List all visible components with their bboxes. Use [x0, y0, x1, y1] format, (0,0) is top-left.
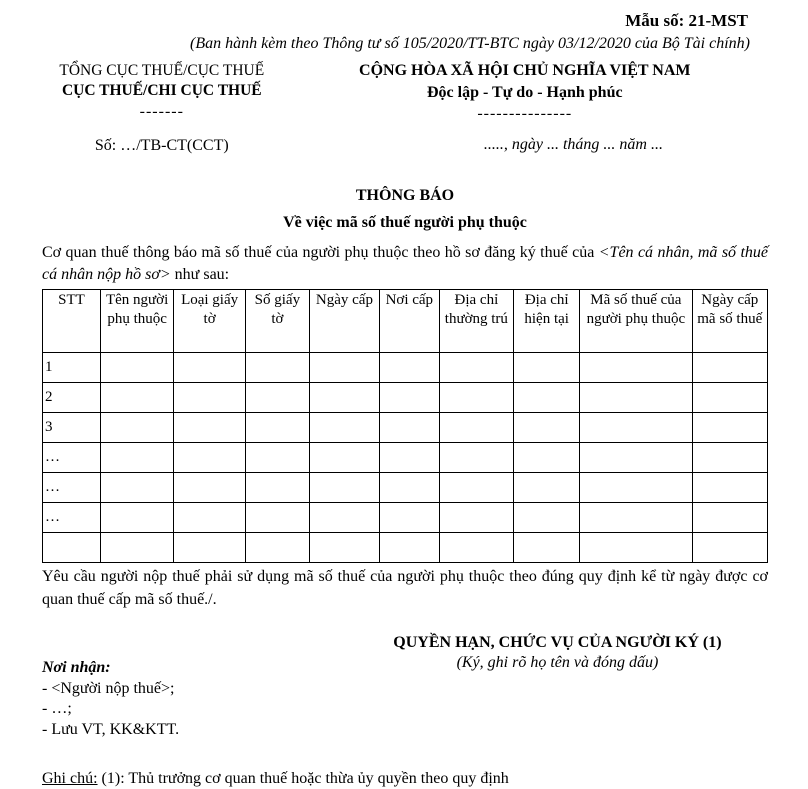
table-cell [309, 533, 379, 563]
table-cell: … [43, 473, 101, 503]
table-cell [380, 413, 439, 443]
table-cell [309, 383, 379, 413]
table-cell [514, 473, 580, 503]
notification-title: THÔNG BÁO [355, 186, 455, 204]
table-cell [580, 503, 692, 533]
column-header-permanent-address: Địa chỉ thường trú [439, 290, 514, 353]
table-cell [245, 413, 309, 443]
table-cell [309, 353, 379, 383]
table-cell [309, 413, 379, 443]
table-cell [174, 413, 246, 443]
footnote-text: (1): Thủ trưởng cơ quan thuế hoặc thừa ủy quyền theo quy định [97, 770, 509, 788]
recipients-label: Nơi nhận: [42, 659, 111, 677]
table-cell [580, 473, 692, 503]
signing-instruction: (Ký, ghi rõ họ tên và đóng dấu) [456, 654, 659, 672]
table-cell [439, 413, 514, 443]
country-name: CỘNG HÒA XÃ HỘI CHỦ NGHĨA VIỆT NAM [359, 61, 691, 79]
table-cell [514, 503, 580, 533]
table-cell [439, 443, 514, 473]
recipient-item: - <Người nộp thuế>; [42, 679, 175, 697]
right-divider: --------------- [477, 104, 573, 122]
table-cell [380, 443, 439, 473]
national-header-block [282, 61, 768, 155]
footnote [42, 770, 768, 788]
table-cell [514, 353, 580, 383]
table-cell: … [43, 503, 101, 533]
table-cell [245, 503, 309, 533]
table-row [43, 533, 768, 563]
form-number: Mẫu số: 21-MST [625, 11, 748, 30]
signer-title: QUYỀN HẠN, CHỨC VỤ CỦA NGƯỜI KÝ (1) [393, 634, 722, 652]
table-row [43, 353, 768, 383]
issuing-agency: CỤC THUẾ/CHI CỤC THUẾ [61, 81, 262, 99]
recipient-item: - Lưu VT, KK&KTT. [42, 720, 180, 738]
table-header-row [43, 290, 768, 353]
column-header-current-address: Địa chỉ hiện tại [514, 290, 580, 353]
intro-paragraph [42, 242, 768, 287]
parent-agency: TỔNG CỤC THUẾ/CỤC THUẾ [59, 61, 265, 79]
table-cell [439, 383, 514, 413]
table-cell [439, 473, 514, 503]
date-line: ....., ngày ... tháng ... năm ... [483, 136, 663, 154]
table-cell [514, 533, 580, 563]
table-cell [101, 503, 174, 533]
table-cell [580, 533, 692, 563]
dependents-table [42, 289, 768, 563]
column-header-issue-place: Nơi cấp [380, 290, 439, 353]
table-cell [380, 533, 439, 563]
table-cell [692, 353, 767, 383]
table-cell [101, 443, 174, 473]
table-cell [692, 383, 767, 413]
table-cell [380, 383, 439, 413]
table-cell [245, 353, 309, 383]
signature-block [347, 633, 768, 674]
table-cell [439, 503, 514, 533]
table-cell [101, 533, 174, 563]
table-cell: … [43, 443, 101, 473]
table-cell [692, 503, 767, 533]
table-cell: 1 [43, 353, 101, 383]
table-cell [174, 473, 246, 503]
table-cell [309, 473, 379, 503]
document-header [42, 61, 768, 155]
left-divider: ------- [139, 102, 184, 120]
table-cell [692, 533, 767, 563]
table-cell [101, 383, 174, 413]
tax-authority-block [42, 61, 282, 155]
column-header-dependent-name: Tên người phụ thuộc [101, 290, 174, 353]
intro-text-after: như sau: [170, 265, 230, 283]
column-header-dependent-tax-code: Mã số thuế của người phụ thuộc [580, 290, 692, 353]
table-cell [174, 383, 246, 413]
table-cell [245, 473, 309, 503]
table-cell [580, 413, 692, 443]
column-header-issue-date: Ngày cấp [309, 290, 379, 353]
table-cell [439, 353, 514, 383]
table-row [43, 383, 768, 413]
table-cell [514, 413, 580, 443]
notification-subtitle: Về việc mã số thuế người phụ thuộc [283, 213, 527, 231]
column-header-document-number: Số giấy tờ [245, 290, 309, 353]
issuance-note: (Ban hành kèm theo Thông tư số 105/2020/TT-BTC ngày 03/12/2020 của Bộ Tài chính) [190, 34, 750, 52]
table-row [43, 473, 768, 503]
table-cell [245, 533, 309, 563]
intro-placeholder: <Tên cá nhân, mã số thuế cá nhân nộp hồ sơ> [42, 243, 768, 283]
table-cell [309, 503, 379, 533]
table-row [43, 413, 768, 443]
table-cell [514, 443, 580, 473]
column-header-document-type: Loại giấy tờ [174, 290, 246, 353]
table-cell [174, 533, 246, 563]
table-cell [439, 533, 514, 563]
table-cell [309, 443, 379, 473]
table-cell [174, 353, 246, 383]
table-row [43, 503, 768, 533]
footnote-label: Ghi chú: [42, 770, 98, 788]
table-cell [174, 443, 246, 473]
table-cell [380, 473, 439, 503]
table-cell [692, 413, 767, 443]
table-cell [380, 503, 439, 533]
intro-text: Cơ quan thuế thông báo mã số thuế của người phụ thuộc theo hồ sơ đăng ký thuế của [42, 243, 599, 261]
table-cell [101, 413, 174, 443]
signature-section [42, 633, 768, 740]
table-cell [692, 443, 767, 473]
table-cell [245, 383, 309, 413]
table-cell [580, 353, 692, 383]
table-cell [692, 473, 767, 503]
table-cell [101, 353, 174, 383]
column-header-tax-code-issue-date: Ngày cấp mã số thuế [692, 290, 767, 353]
document-number: Số: …/TB-CT(CCT) [94, 136, 229, 154]
recipients-block [42, 633, 347, 740]
table-cell [380, 353, 439, 383]
table-cell [174, 503, 246, 533]
requirement-paragraph: Yêu cầu người nộp thuế phải sử dụng mã số thuế của người phụ thuộc theo đúng quy định kể từ ngày được cơ quan thuế cấp mã số thuế./. [42, 568, 768, 608]
table-cell [580, 443, 692, 473]
table-cell: 2 [43, 383, 101, 413]
table-cell: 3 [43, 413, 101, 443]
column-header-stt: STT [43, 290, 101, 353]
table-cell [43, 533, 101, 563]
table-cell [101, 473, 174, 503]
table-row [43, 443, 768, 473]
table-cell [245, 443, 309, 473]
recipient-item: - …; [42, 700, 72, 718]
table-cell [514, 383, 580, 413]
national-motto: Độc lập - Tự do - Hạnh phúc [426, 83, 623, 101]
table-cell [580, 383, 692, 413]
